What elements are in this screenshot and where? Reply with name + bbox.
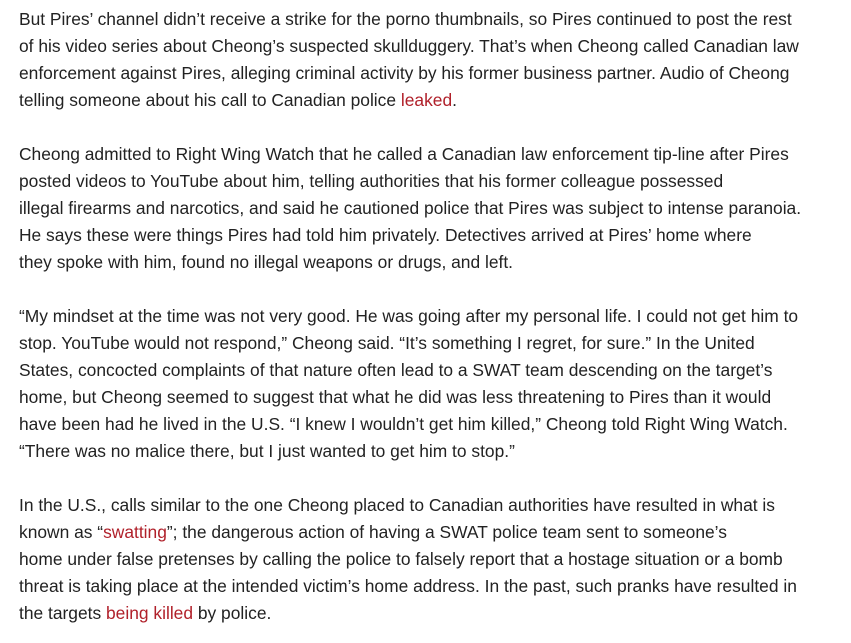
text-segment: known as “ — [19, 522, 104, 542]
text-segment: . — [452, 90, 457, 110]
text-segment: by police. — [193, 603, 272, 623]
text-line: threat is taking place at the intended victim’s home address. In the past, such pranks have resulted in — [19, 576, 797, 596]
text-line: “There was no malice there, but I just wanted to get him to stop.” — [19, 441, 515, 461]
text-line: home under false pretenses by calling the police to falsely report that a hostage situation or a bomb — [19, 549, 783, 569]
text-line: stop. YouTube would not respond,” Cheong said. “It’s something I regret, for sure.” In the United — [19, 333, 755, 353]
text-segment: telling someone about his call to Canadian police — [19, 90, 401, 110]
text-line: In the U.S., calls similar to the one Cheong placed to Canadian authorities have resulted in what is — [19, 495, 775, 515]
paragraph-4 — [19, 492, 839, 627]
text-line: of his video series about Cheong’s suspected skullduggery. That’s when Cheong called Canadian law — [19, 36, 799, 56]
text-line: Cheong admitted to Right Wing Watch that he called a Canadian law enforcement tip-line after Pires — [19, 144, 789, 164]
text-line: posted videos to YouTube about him, telling authorities that his former colleague possessed — [19, 171, 724, 191]
paragraph-1 — [19, 6, 839, 114]
article-body — [19, 6, 839, 627]
text-line: home, but Cheong seemed to suggest that what he did was less threatening to Pires than it would — [19, 387, 772, 407]
text-line — [19, 600, 839, 627]
text-segment: the targets — [19, 603, 107, 623]
paragraph-2 — [19, 141, 839, 276]
text-line: He says these were things Pires had told him privately. Detectives arrived at Pires’ home where — [19, 225, 752, 245]
text-line: “My mindset at the time was not very good. He was going after my personal life. I could not get him to — [19, 306, 799, 326]
text-segment: ”; the dangerous action of having a SWAT police team sent to someone’s — [166, 522, 727, 542]
leaked-link[interactable]: leaked — [400, 90, 453, 110]
text-line: they spoke with him, found no illegal weapons or drugs, and left. — [19, 252, 513, 272]
text-line: have been had he lived in the U.S. “I knew I wouldn’t get him killed,” Cheong told Right Wing Watch. — [19, 414, 788, 434]
text-line — [19, 87, 839, 114]
paragraph-3 — [19, 303, 839, 465]
text-line: States, concocted complaints of that nature often lead to a SWAT team descending on the target’s — [19, 360, 773, 380]
being-killed-link[interactable]: being killed — [106, 603, 194, 623]
text-line: illegal firearms and narcotics, and said he cautioned police that Pires was subject to intense paranoia. — [19, 198, 802, 218]
text-line — [19, 519, 839, 546]
swatting-link[interactable]: swatting — [103, 522, 167, 542]
text-line: enforcement against Pires, alleging criminal activity by his former business partner. Audio of Cheong — [19, 63, 790, 83]
text-line: But Pires’ channel didn’t receive a strike for the porno thumbnails, so Pires continued to post the rest — [19, 9, 792, 29]
